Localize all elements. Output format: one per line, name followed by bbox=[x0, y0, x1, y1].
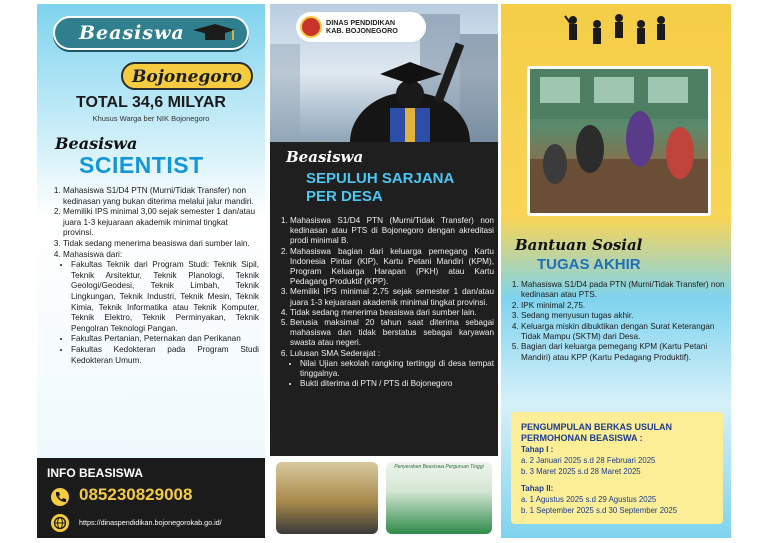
requirement-item: 5. Bagian dari keluarga pemegang KPM (Kartu Petani Mandiri) atau KPP (Kartu Pedagang Produktif). bbox=[521, 342, 725, 363]
requirement-item: 3. Tidak sedang menerima beasiswa dari sumber lain. bbox=[63, 239, 259, 250]
program-subtitle: PER DESA bbox=[306, 188, 383, 205]
requirement-item: 4. Mahasiswa dari: bbox=[63, 250, 259, 261]
script-title: Beasiswa bbox=[55, 134, 138, 153]
stage-2-period-b: b. 1 September 2025 s.d 30 September 2025 bbox=[521, 506, 678, 515]
schedule-title-line-2: PERMOHONAN BEASISWA : bbox=[521, 433, 643, 443]
ceremony-photo bbox=[386, 462, 492, 534]
organization-line-1: DINAS PENDIDIKAN bbox=[326, 18, 396, 27]
requirement-item: 3. Memiliki IPS minimal 2,75 sejak semester 1 dan/atau juara 1-3 kejuaraan akademik minimal tingkat provinsi. bbox=[290, 287, 494, 307]
requirement-item: 1. Mahasiswa S1/D4 PTN (Murni/Tidak Transfer) non kedinasan yang bukan diterima melalui jalur mandiri. bbox=[63, 186, 259, 207]
stage-1-label: Tahap I : bbox=[521, 445, 554, 454]
requirement-item: 2. Memiliki IPS minimal 3,00 sejak semester 1 dan/atau juara 1-3 kejuaraan akademik minimal tingkat provinsi. bbox=[63, 207, 259, 239]
requirement-item: 3. Sedang menyusun tugas akhir. bbox=[521, 311, 725, 321]
title-text: Beasiswa bbox=[79, 22, 185, 44]
requirement-item: 1. Mahasiswa S1/D4 PTN (Murni/Tidak Transfer) non kedinasan atau PTS di Bojonegoro dengan akreditasi prodi minimal B. bbox=[290, 216, 494, 247]
organization-badge bbox=[296, 12, 426, 42]
requirement-item: 5. Berusia maksimal 20 tahun saat diterima sebagai mahasiswa dan tidak berstatus sebagai karyawan swasta atau negeri. bbox=[290, 318, 494, 349]
graduation-cap-icon bbox=[189, 22, 239, 44]
faculty-item: • Fakultas Pertanian, Peternakan dan Perikanan bbox=[71, 334, 259, 345]
graduates-jumping-icon bbox=[561, 10, 671, 56]
sub-requirement-item: • Bukti diterima di PTN / PTS di Bojonegoro bbox=[300, 379, 494, 389]
program-title: TUGAS AKHIR bbox=[537, 256, 641, 273]
scientist-panel bbox=[37, 4, 265, 538]
schedule-title bbox=[521, 422, 672, 444]
globe-icon bbox=[51, 514, 69, 532]
requirements-list bbox=[49, 186, 259, 366]
program-title: SCIENTIST bbox=[79, 152, 204, 178]
photo-strip bbox=[270, 456, 498, 538]
stage-2-label: Tahap II: bbox=[521, 484, 554, 493]
requirement-item: 2. IPK minimal 2,75. bbox=[521, 301, 725, 311]
sub-requirement-item: • Nilai Ujian sekolah rangking tertinggi di desa tempat tinggalnya. bbox=[300, 359, 494, 379]
info-title: INFO BEASISWA bbox=[47, 466, 144, 480]
eligibility-note: Khusus Warga ber NIK Bojonegoro bbox=[92, 114, 210, 123]
script-title: Beasiswa bbox=[286, 148, 364, 166]
stage-1-period-b: b. 3 Maret 2025 s.d 28 Maret 2025 bbox=[521, 467, 641, 476]
phone-icon bbox=[51, 488, 69, 506]
stage-2-period-a: a. 1 Agustus 2025 s.d 29 Agustus 2025 bbox=[521, 495, 657, 504]
tugas-akhir-panel bbox=[501, 4, 731, 538]
stage-1-period-a: a. 2 Januari 2025 s.d 28 Februari 2025 bbox=[521, 456, 656, 465]
faculty-item: • Fakultas Teknik dari Program Studi: Teknik Sipil, Teknik Arsitektur, Teknik Planologi, Teknik Geologi/Geodesi, Teknik Limbah, Teknik Lingkungan, Teknik Industri, Teknik Mesin, Teknik Kimia, Teknik Informatika atau Teknik Komputer, Teknik Elektro, Teknik Perminyakan, Teknik Pengolran Teknologi Pangan. bbox=[71, 260, 259, 334]
info-footer bbox=[37, 458, 265, 538]
requirement-item: 6. Lulusan SMA Sederajat : bbox=[290, 349, 494, 359]
script-title: Bantuan Sosial bbox=[515, 236, 643, 254]
requirements-list bbox=[276, 216, 494, 389]
phone-number[interactable]: 085230829008 bbox=[79, 485, 193, 504]
submission-schedule-box bbox=[511, 412, 723, 524]
photo-caption: Penyerahan Beasiswa Perguruan Tinggi bbox=[394, 464, 484, 470]
requirement-item: 1. Mahasiswa S1/D4 pada PTN (Murni/Tidak Transfer) non kedinasan atau PTS. bbox=[521, 280, 725, 301]
program-title: SEPULUH SARJANA bbox=[306, 170, 455, 187]
classroom-photo bbox=[527, 66, 711, 216]
organization-line-2: KAB. BOJONEGORO bbox=[326, 26, 398, 36]
group-photo bbox=[276, 462, 378, 534]
website-link[interactable]: https://dinaspendidikan.bojonegorokab.go.id/ bbox=[79, 518, 222, 527]
city-banner bbox=[121, 62, 253, 90]
sepuluh-sarjana-panel bbox=[270, 4, 498, 538]
schedule-title-line-1: PENGUMPULAN BERKAS USULAN bbox=[521, 422, 673, 432]
requirement-item: 2. Mahasiswa bagian dari keluarga pemegang Kartu Indonesia Pintar (KIP), Kartu Petani Mandiri (KPM), Program Keluarga Harapan (PKH) atau Kartu Pedagang Produktif (KPP). bbox=[290, 247, 494, 288]
organization-name bbox=[326, 19, 398, 36]
requirement-item: 4. Tidak sedang menerima beasiswa dari sumber lain. bbox=[290, 308, 494, 318]
city-text: Bojonegoro bbox=[132, 67, 242, 87]
requirement-item: 4. Keluarga miskin dibuktikan dengan Surat Keterangan Tidak Mampu (SKTM) dari Desa. bbox=[521, 322, 725, 343]
total-amount: TOTAL 34,6 MILYAR bbox=[76, 94, 226, 111]
requirements-list bbox=[507, 280, 725, 363]
organization-logo-icon bbox=[300, 16, 322, 38]
faculty-item: • Fakultas Kedokteran pada Program Studi Kedokteran Umum. bbox=[71, 345, 259, 366]
